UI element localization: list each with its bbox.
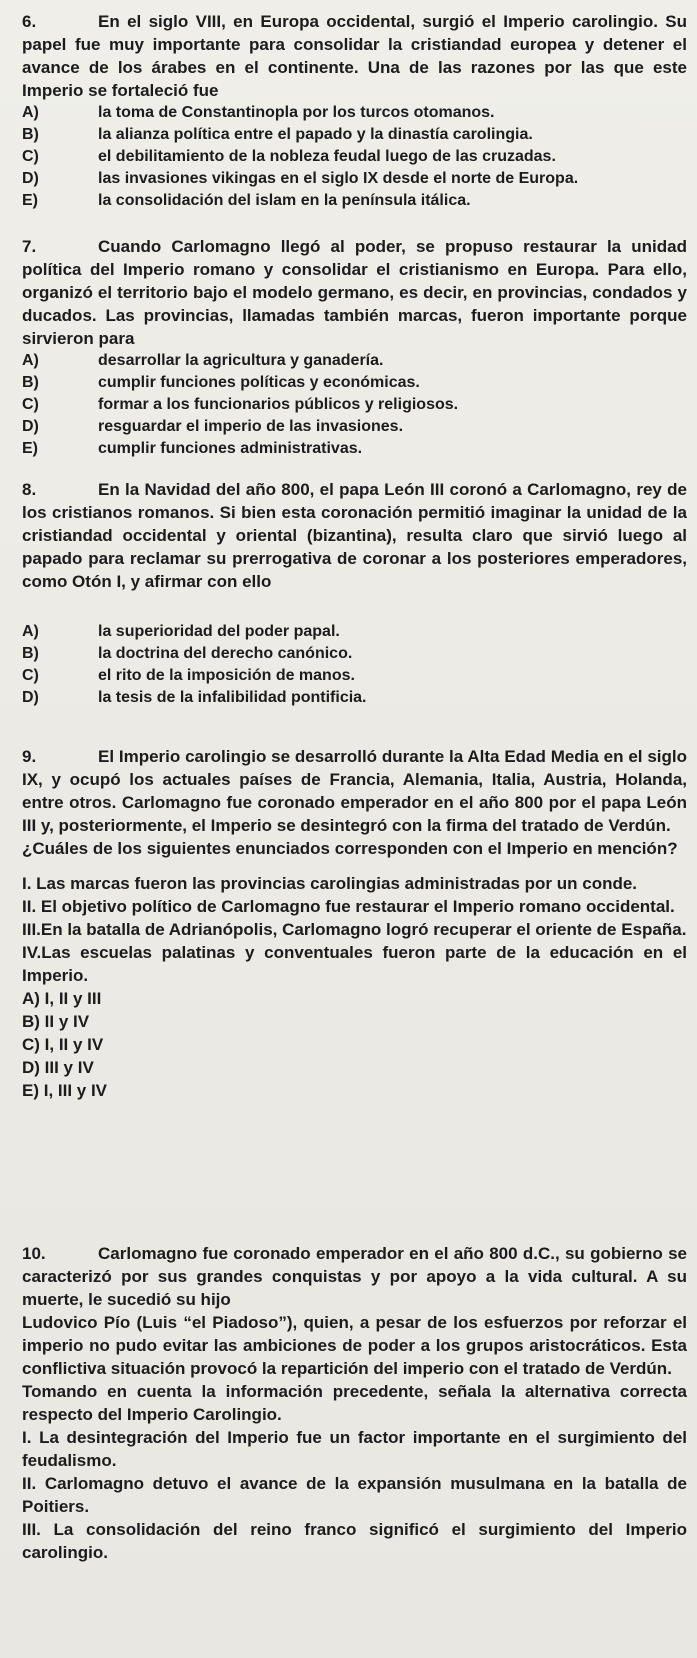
statement: II. El objetivo político de Carlomagno fue restaurar el Imperio romano occidental. (22, 897, 675, 916)
option-text: desarrollar la agricultura y ganadería. (98, 352, 384, 369)
option-text: las invasiones vikingas en el siglo IX desde el norte de Europa. (98, 170, 579, 187)
question-9-number: 9. (22, 747, 37, 766)
option-row[interactable] (22, 416, 687, 438)
option-label: A) (22, 623, 39, 640)
statement: I. La desintegración del Imperio fue un factor importante en el surgimiento del feudalismo. (22, 1428, 687, 1470)
option-label: E) (22, 192, 38, 209)
combo-option[interactable]: E) I, III y IV (22, 1081, 108, 1100)
option-text: la consolidación del islam en la península itálica. (98, 192, 471, 209)
question-6-number: 6. (22, 12, 37, 31)
option-label: A) (22, 352, 39, 369)
question-10 (22, 1242, 687, 1564)
option-text: la superioridad del poder papal. (98, 623, 340, 640)
statement: II. Carlomagno detuvo el avance de la expansión musulmana en la batalla de Poitiers. (22, 1474, 687, 1516)
question-10-question: Tomando en cuenta la información precedente, señala la alternativa correcta respecto del Imperio Carolingio. (22, 1382, 687, 1424)
question-10-text: Carlomagno fue coronado emperador en el año 800 d.C., su gobierno se caracterizó por sus grandes conquistas y por apoyo a la vida cultural. A su muerte, le sucedió su hijo (22, 1244, 687, 1309)
option-text: el rito de la imposición de manos. (98, 667, 355, 684)
question-10-text-2: Ludovico Pío (Luis “el Piadoso”), quien, a pesar de los esfuerzos por reforzar el imperio no pudo evitar las ambiciones de poder a los grupos aristocráticos. Esta conflictiva situación provocó la repartición del imperio con el tratado de Verdún. (22, 1313, 687, 1378)
option-row[interactable] (22, 438, 687, 460)
option-label: A) (22, 104, 39, 121)
statement: IV.Las escuelas palatinas y conventuales fueron parte de la educación en el Imperio. (22, 943, 687, 985)
question-10-stem (22, 1242, 687, 1311)
option-text: la doctrina del derecho canónico. (98, 645, 353, 662)
option-label: B) (22, 126, 39, 143)
question-7-stem (22, 235, 687, 350)
question-7 (22, 235, 687, 460)
question-8-stem (22, 478, 687, 593)
option-row[interactable] (22, 621, 687, 643)
question-8-text: En la Navidad del año 800, el papa León III coronó a Carlomagno, rey de los cristianos romanos. Si bien esta coronación permitió imaginar la unidad de la cristiandad occidental y oriental (bizantina), resulta claro que sirvió luego al papado para reclamar su prerrogativa de coronar a los posteriores emperadores, como Otón I, y afirmar con ello (22, 480, 687, 591)
option-row[interactable] (22, 643, 687, 665)
option-row[interactable] (22, 372, 687, 394)
statement: III. La consolidación del reino franco significó el surgimiento del Imperio carolingio. (22, 1520, 687, 1562)
option-label: B) (22, 645, 39, 662)
question-7-number: 7. (22, 237, 37, 256)
option-row[interactable] (22, 394, 687, 416)
statement: I. Las marcas fueron las provincias carolingias administradas por un conde. (22, 874, 638, 893)
option-text: la alianza política entre el papado y la dinastía carolingia. (98, 126, 533, 143)
option-text: la tesis de la infalibilidad pontificia. (98, 689, 367, 706)
option-text: la toma de Constantinopla por los turcos otomanos. (98, 104, 495, 121)
option-label: D) (22, 418, 39, 435)
combo-option[interactable]: C) I, II y IV (22, 1035, 104, 1054)
option-label: C) (22, 667, 39, 684)
option-text: el debilitamiento de la nobleza feudal luego de las cruzadas. (98, 148, 556, 165)
option-label: D) (22, 170, 39, 187)
option-row[interactable] (22, 190, 687, 212)
question-7-text: Cuando Carlomagno llegó al poder, se propuso restaurar la unidad política del Imperio romano y consolidar el cristianismo en Europa. Para ello, organizó el territorio bajo el modelo germano, es decir, en provincias, condados y ducados. Las provincias, llamadas también marcas, fueron importante porque sirvieron para (22, 237, 687, 348)
option-label: C) (22, 396, 39, 413)
option-text: formar a los funcionarios públicos y religiosos. (98, 396, 459, 413)
option-label: C) (22, 148, 39, 165)
option-label: D) (22, 689, 39, 706)
question-6-stem (22, 10, 687, 102)
option-row[interactable] (22, 687, 687, 709)
question-9-text: El Imperio carolingio se desarrolló durante la Alta Edad Media en el siglo IX, y ocupó los actuales países de Francia, Alemania, Italia, Austria, Holanda, entre otros. Carlomagno fue coronado emperador en el año 800 por el papa León III y, posteriormente, el Imperio se desintegró con la firma del tratado de Verdún. (22, 747, 687, 835)
question-9-stem (22, 745, 687, 837)
question-8-number: 8. (22, 480, 37, 499)
combo-option[interactable]: B) II y IV (22, 1012, 90, 1031)
question-8 (22, 478, 687, 709)
option-text: resguardar el imperio de las invasiones. (98, 418, 404, 435)
question-9-question: ¿Cuáles de los siguientes enunciados corresponden con el Imperio en mención? (22, 839, 678, 858)
combo-option[interactable]: A) I, II y III (22, 989, 102, 1008)
option-row[interactable] (22, 665, 687, 687)
option-text: cumplir funciones políticas y económicas. (98, 374, 420, 391)
combo-option[interactable]: D) III y IV (22, 1058, 94, 1077)
question-6 (22, 10, 687, 212)
option-text: cumplir funciones administrativas. (98, 440, 363, 457)
option-row[interactable] (22, 146, 687, 168)
option-row[interactable] (22, 168, 687, 190)
question-6-text: En el siglo VIII, en Europa occidental, surgió el Imperio carolingio. Su papel fue muy importante para consolidar la cristiandad europea y detener el avance de los árabes en el continente. Una de las razones por las que este Imperio se fortaleció fue (22, 12, 687, 100)
option-row[interactable] (22, 350, 687, 372)
option-row[interactable] (22, 124, 687, 146)
question-10-number: 10. (22, 1244, 46, 1263)
option-label: B) (22, 374, 39, 391)
statement: III.En la batalla de Adrianópolis, Carlomagno logró recuperar el oriente de España. (22, 920, 687, 939)
option-label: E) (22, 440, 38, 457)
option-row[interactable] (22, 102, 687, 124)
question-9 (22, 745, 687, 1102)
